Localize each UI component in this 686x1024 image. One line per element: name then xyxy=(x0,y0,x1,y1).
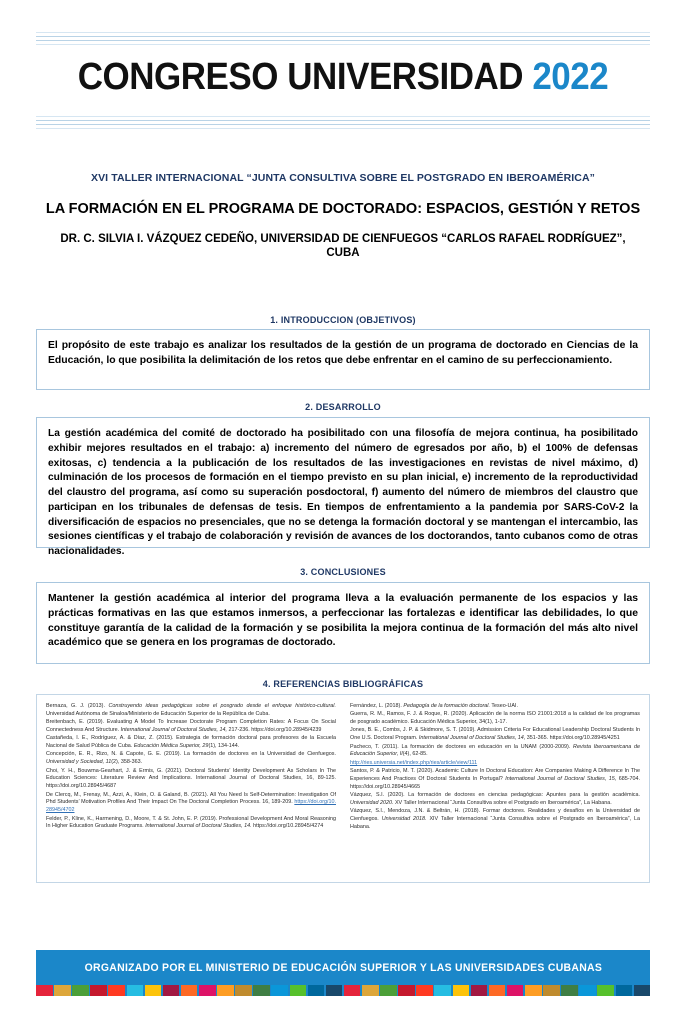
sdg-color-cell xyxy=(616,985,633,996)
sdg-color-cell xyxy=(181,985,198,996)
section-heading-desarrollo: 2. DESARROLLO xyxy=(305,402,381,413)
sdg-color-cell xyxy=(597,985,614,996)
reference-item: Vázquez, S.I. (2020). La formación de doctores en ciencias pedagógicas: Apuntes para la gestión académica. Universidad 2020. XV Taller Internacional “Junta Consultiva sobre el Postgrado en Iberoamérica”, La Habana. xyxy=(350,792,640,806)
references-column-right xyxy=(350,703,640,874)
section-heading-conclusiones: 3. CONCLUSIONES xyxy=(300,567,386,578)
desarrollo-box xyxy=(36,417,650,558)
sdg-color-cell xyxy=(145,985,162,996)
introduccion-text: El propósito de este trabajo es analizar los resultados de la gestión de un programa de doctorado en Ciencias de la Educación, lo que posibilita la delimitación de los retos que debe enfrentar en el camino de su perfeccionamiento. xyxy=(48,340,638,366)
page-title: LA FORMACIÓN EN EL PROGRAMA DE DOCTORADO: ESPACIOS, GESTIÓN Y RETOS xyxy=(45,201,641,218)
sdg-color-cell xyxy=(579,985,596,996)
sdg-color-cell xyxy=(199,985,216,996)
sdg-color-cell xyxy=(543,985,560,996)
conclusiones-box xyxy=(36,582,650,664)
congress-title xyxy=(27,58,658,96)
reference-item: Felder, P., Kline, K., Harmening, D., Moore, T. & St. John, E. P. (2019). Professional Development And Moral Reasoning In Higher Education Graduate Programs. International Journal of Doctoral Studies, 14. https://doi.org/10.28945/4274 xyxy=(46,815,336,830)
sdg-color-cell xyxy=(163,985,180,996)
reference-item: Bernaza, G. J. (2013). Construyendo ideas pedagógicas sobre el posgrado desde el enfoque histórico-cultural. Universidad Autónoma de Sinaloa/Ministerio de Educación Superior de la República de Cuba. xyxy=(46,703,336,717)
sdg-color-cell xyxy=(398,985,415,996)
header-rules-bottom xyxy=(36,116,650,132)
reference-item: Fernández, L. (2018). Pedagogía de la formación doctoral. Teseo-UAI. xyxy=(350,703,519,709)
sdg-color-cell xyxy=(344,985,361,996)
sdg-color-cell xyxy=(271,985,288,996)
sdg-color-cell xyxy=(253,985,270,996)
sdg-color-bar xyxy=(36,985,650,996)
references-column-left xyxy=(46,703,336,874)
desarrollo-text: La gestión académica del comité de doctorado ha posibilitado con una filosofía de mejora continua, ha posibilitado exhibir mejores resultados en el trabajo: a) incremento del número de egresados por año, b) el 100% de defensas exitosas, c) tendencia a la publicación de los resultados de las investigaciones en revistas de nivel máximo, d) culminación de los procesos de formación en el tiempo previsto en su plan inicial, e) incremento de la reproductividad del claustro del programa, así como su superación posdoctoral, f) aumento del número de miembros del claustro que participan en los tribunales de defensas de tesis. En tiempos de enfrentamiento a la pandemia por SARS-CoV-2 la diversificación de espacios no presenciales, que no se detenga la formación doctoral y se mantengan el intercambio, las sesiones científicas y el trabajo de colaboración y revisión de avances de los doctorandos, tanto cubanos como de otras nacionalidades. xyxy=(48,428,638,558)
reference-item: http://ries.universia.net/index.php/ries/article/view/111 xyxy=(350,759,478,766)
section-heading-referencias: 4. REFERENCIAS BIBLIOGRÁFICAS xyxy=(262,679,424,690)
poster-header xyxy=(0,0,686,140)
reference-item: Guerra, R. M., Ramos, F. J. & Roque, R. (2020). Aplicación de la norma ISO 21001:2018 a la calidad de los programas de posgrado académico. Educación Médica Superior, 34(1), 1-17. xyxy=(350,711,640,726)
sdg-color-cell xyxy=(290,985,307,996)
reference-item: Pacheco, T. (2011). La formación de doctores en educación en la UNAM (2000-2009). Revista Iberoamericana de Educación Superior, II(4), 62-85. xyxy=(350,743,641,758)
reference-item: Jones, B. E., Combs, J. P. & Skidmore, S. T. (2019). Admission Criteria For Educational Leadership Doctoral Students In One U.S. Doctoral Program. International Journal of Doctoral Studies, 14, 351-365. https://doi.org/10.28945/4251 xyxy=(350,727,640,742)
sdg-color-cell xyxy=(634,985,651,996)
sdg-color-cell xyxy=(72,985,89,996)
sdg-color-cell xyxy=(217,985,234,996)
sdg-color-cell xyxy=(525,985,542,996)
header-rules-top xyxy=(36,32,650,48)
reference-item: Vázquez, S.I., Mendoza, J.N. & Beltrán, H. (2018). Formar doctores. Realidades y desafíos en la Universidad de Cienfuegos. Universidad 2018. XIV Taller Internacional “Junta Consultiva sobre el Postgrado en Iberoamérica”, La Habana. xyxy=(350,808,640,830)
sdg-color-cell xyxy=(507,985,524,996)
sdg-color-cell xyxy=(90,985,107,996)
reference-item: Santos, P. & Patricio, M. T. (2020). Academic Culture In Doctoral Education: Are Companies Making A Difference In The Experiences And Practices Of Doctoral Students In Portugal? International Journal of Doctoral Studies, 15, 685-704. https://doi.org/10.28945/4665 xyxy=(350,768,640,790)
reference-item: De Clercq, M., Frenay, M., Azzi, A., Klein, O. & Galand, B. (2021). All You Need Is Self-Determination: Investigation Of Phd Students’ Motivation Profiles And Their Impact On The Doctoral Completion Process. 16, 189-209. https://doi.org/10.28945/4702 xyxy=(46,791,336,814)
reference-item: Choi, Y. H., Bouwma-Gearhart, J. & Ermis, G. (2021). Doctoral Students’ Identity Development As Scholars In The Education Sciences: Literature Review And Implications. International Journal of Doctoral Studies, 16, 89-125. https://doi.org/10.28945/4687 xyxy=(46,767,336,790)
sdg-color-cell xyxy=(380,985,397,996)
sdg-color-cell xyxy=(453,985,470,996)
sdg-color-cell xyxy=(127,985,144,996)
sdg-color-cell xyxy=(489,985,506,996)
sdg-color-cell xyxy=(108,985,125,996)
sdg-color-cell xyxy=(416,985,433,996)
sdg-color-cell xyxy=(36,985,53,996)
author-affiliation: DR. C. SILVIA I. VÁZQUEZ CEDEÑO, UNIVERSIDAD DE CIENFUEGOS “CARLOS RAFAEL RODRÍGUEZ”, CUBA xyxy=(60,232,626,260)
introduccion-box xyxy=(36,329,650,390)
sdg-color-cell xyxy=(54,985,71,996)
sdg-color-cell xyxy=(235,985,252,996)
section-heading-introduccion: 1. INTRODUCCION (OBJETIVOS) xyxy=(270,315,416,326)
footer-banner xyxy=(36,950,650,985)
sdg-color-cell xyxy=(434,985,451,996)
sdg-color-cell xyxy=(471,985,488,996)
title-block xyxy=(43,172,643,261)
sdg-color-cell xyxy=(326,985,343,996)
sdg-color-cell xyxy=(308,985,325,996)
references-box xyxy=(36,694,650,883)
workshop-name: XVI TALLER INTERNACIONAL “JUNTA CONSULTIVA SOBRE EL POSTGRADO EN IBEROAMÉRICA” xyxy=(90,172,596,184)
congress-title-year: 2022 xyxy=(532,56,609,98)
reference-item: Castañeda, I. E., Rodríguez, A. & Díaz, Z. (2015). Estrategia de formación doctoral para profesores de la Escuela Nacional de Salud Pública de Cuba. Educación Médica Superior, 29(1), 134-144. xyxy=(46,735,336,750)
reference-item: Breitenbach, E. (2019). Evaluating A Model To Increase Doctorate Program Completion Rates: A Focus On Social Connectedness And Structure. International Journal of Doctoral Studies, 14, 217-236. https://doi.org/10.28945/4239 xyxy=(46,719,336,733)
reference-item: Concepción, E. R., Rizo, N. & Capote, G. E. (2019). La formación de doctores en la Universidad de Cienfuegos. Universidad y Sociedad, 11(2), 358-363. xyxy=(46,751,336,766)
sdg-color-cell xyxy=(561,985,578,996)
congress-title-main: CONGRESO UNIVERSIDAD xyxy=(77,56,524,98)
conclusiones-text: Mantener la gestión académica al interior del programa lleva a la evaluación permanente de los espacios y las prácticas formativas en las que estamos inmersos, a perfeccionar las fortalezas e identificar las debilidades, lo que constituye garantía de la calidad de la formación y se posibilita la mejora continua de la formación del más alto nivel académico que se genera en los programas de doctorado. xyxy=(48,593,638,649)
footer-organizer-text: ORGANIZADO POR EL MINISTERIO DE EDUCACIÓN SUPERIOR Y LAS UNIVERSIDADES CUBANAS xyxy=(84,961,602,974)
sdg-color-cell xyxy=(362,985,379,996)
